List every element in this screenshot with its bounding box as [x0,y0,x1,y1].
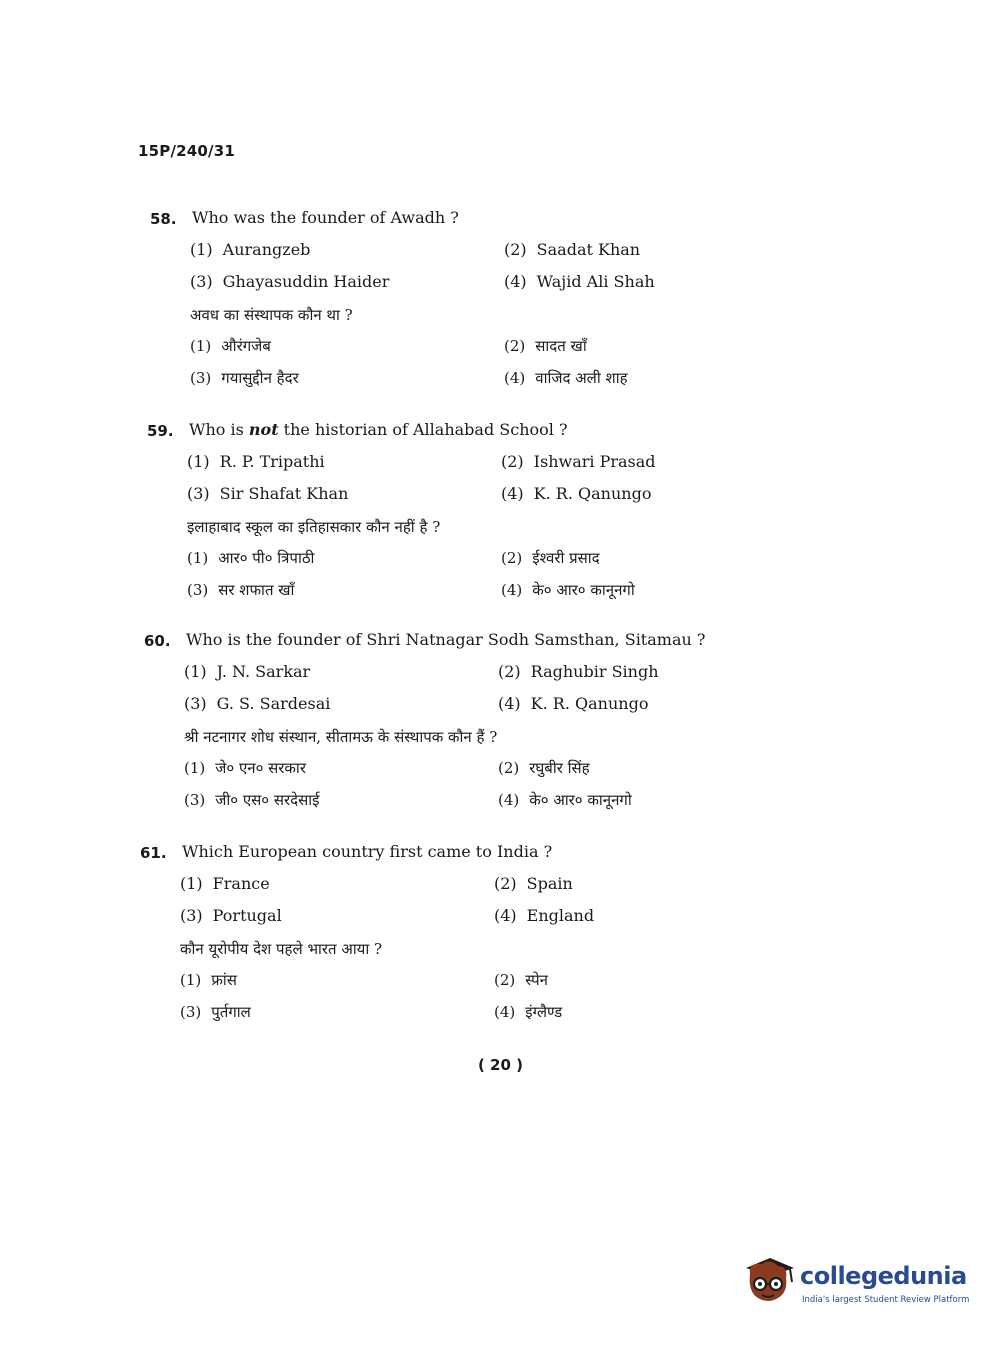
option-3-hi: (3) गयासुद्दीन हैदर [190,369,299,387]
brand-watermark [740,1250,970,1318]
option-2: (2) Saadat Khan [504,240,641,259]
option-4-hi: (4) इंग्लैण्ड [494,1003,563,1021]
page-number: ( 20 ) [477,1056,524,1074]
option-row-hi [137,544,697,576]
option-4: (4) K. R. Qanungo [498,694,649,713]
question-text-hi: इलाहाबाद स्कूल का इतिहासकार कौन नहीं है ? [187,518,441,536]
option-2-hi: (2) रघुबीर सिंह [498,759,590,777]
question-60 [134,628,714,818]
option-3: (3) Sir Shafat Khan [187,484,349,503]
option-2: (2) Ishwari Prasad [501,452,656,471]
question-text-hi: अवध का संस्थापक कौन था ? [190,306,353,324]
paper-code: 15P/240/31 [138,142,236,160]
option-3: (3) G. S. Sardesai [184,694,331,713]
brand-tagline: India's largest Student Review Platform [802,1295,970,1305]
question-number: 58. [150,210,177,228]
option-row-hi [130,998,690,1030]
question-text-en: Which European country first came to India ? [182,842,553,861]
option-row-hi [140,364,700,396]
option-2: (2) Raghubir Singh [498,662,659,681]
question-number: 60. [144,632,171,650]
question-58 [140,206,700,396]
question-text-en: Who was the founder of Awadh ? [192,208,459,227]
option-2-hi: (2) सादत खाँ [504,337,587,355]
option-3-hi: (3) पुर्तगाल [180,1003,251,1021]
option-row [140,236,700,268]
option-4: (4) K. R. Qanungo [501,484,652,503]
option-3-hi: (3) सर शफात खाँ [187,581,295,599]
question-text-hi: श्री नटनागर शोध संस्थान, सीतामऊ के संस्थापक कौन हैं ? [184,728,498,746]
option-2: (2) Spain [494,874,573,893]
option-1-hi: (1) फ्रांस [180,971,237,989]
option-row [140,268,700,300]
option-row-hi [140,332,700,364]
question-text-en: Who is not the historian of Allahabad School ? [189,420,568,439]
question-number: 59. [147,422,174,440]
option-4-hi: (4) वाजिद अली शाह [504,369,628,387]
option-1-hi: (1) जे० एन० सरकार [184,759,306,777]
option-row [134,658,714,690]
emphasis-not: not [248,420,279,439]
option-row-hi [134,754,714,786]
option-2-hi: (2) स्पेन [494,971,548,989]
option-2-hi: (2) ईश्वरी प्रसाद [501,549,600,567]
option-1-hi: (1) औरंगजेब [190,337,271,355]
option-row [130,870,690,902]
option-3: (3) Portugal [180,906,282,925]
option-1: (1) J. N. Sarkar [184,662,311,681]
brand-name: collegedunia [800,1262,967,1290]
option-1-hi: (1) आर० पी० त्रिपाठी [187,549,315,567]
option-4: (4) Wajid Ali Shah [504,272,655,291]
option-4-hi: (4) के० आर० कानूनगो [501,581,635,599]
question-61 [130,840,690,1030]
option-row-hi [137,576,697,608]
option-3: (3) Ghayasuddin Haider [190,272,390,291]
option-1: (1) R. P. Tripathi [187,452,325,471]
option-3-hi: (3) जी० एस० सरदेसाई [184,791,320,809]
question-59 [137,418,697,608]
option-row-hi [130,966,690,998]
question-number: 61. [140,844,167,862]
option-row [137,448,697,480]
option-row [130,902,690,934]
option-row-hi [134,786,714,818]
option-1: (1) Aurangzeb [190,240,311,259]
question-text-en: Who is the founder of Shri Natnagar Sodh Samsthan, Sitamau ? [186,630,706,649]
option-row [137,480,697,512]
option-4-hi: (4) के० आर० कानूनगो [498,791,632,809]
option-1: (1) France [180,874,270,893]
question-text-hi: कौन यूरोपीय देश पहले भारत आया ? [180,940,383,958]
option-row [134,690,714,722]
option-4: (4) England [494,906,595,925]
student-mascot-icon [740,1252,796,1308]
